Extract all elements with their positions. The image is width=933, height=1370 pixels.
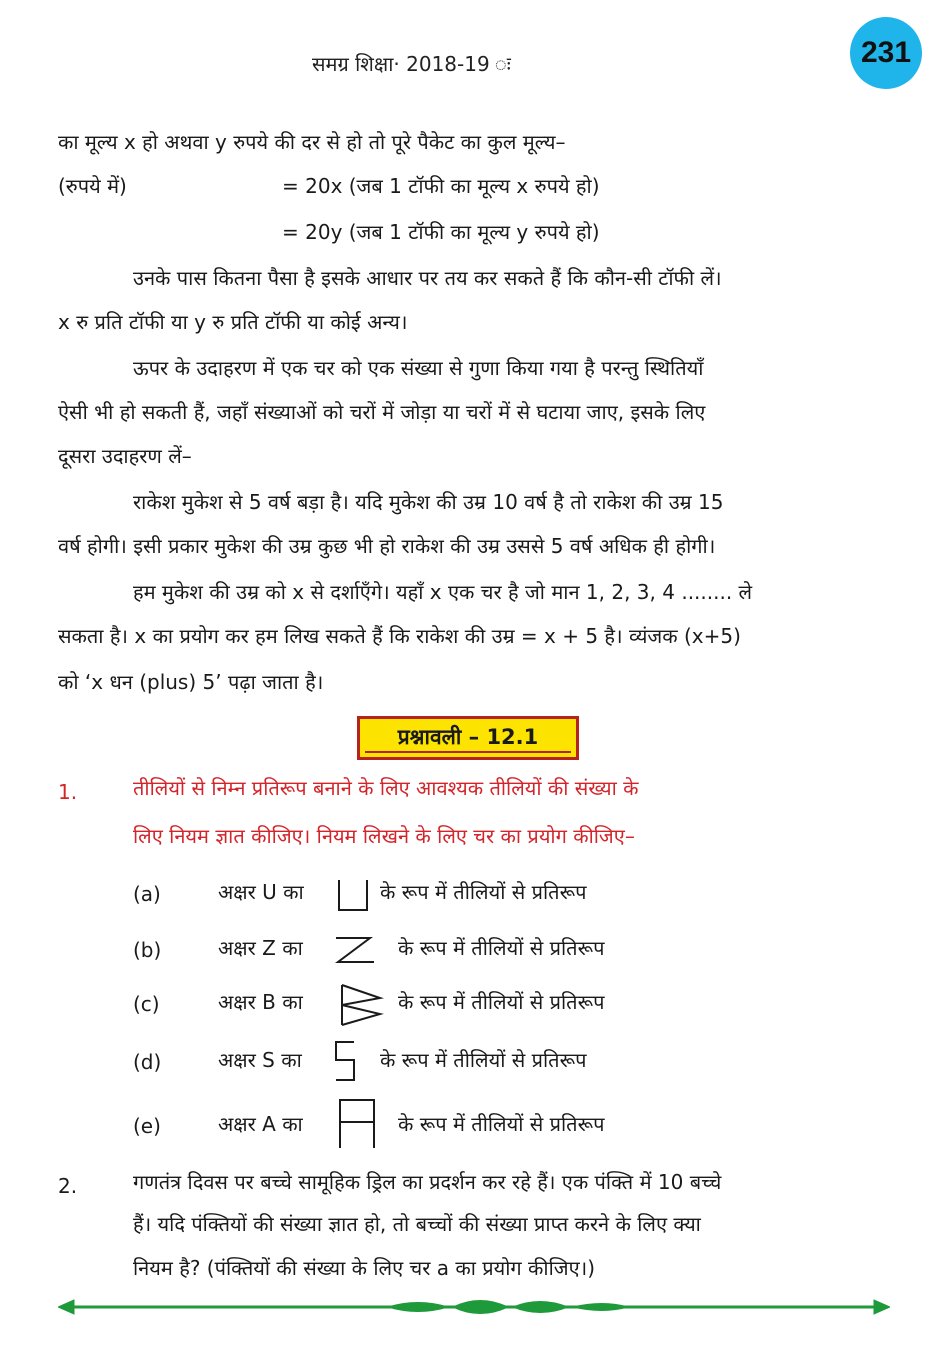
B-shape-icon bbox=[338, 982, 384, 1028]
paragraph-line: सकता है। x का प्रयोग कर हम लिख सकते हैं कि राकेश की उम्र = x + 5 है। व्यंजक (x+5) bbox=[58, 624, 741, 648]
footer-decorative-rule bbox=[58, 1290, 890, 1324]
U-shape-icon bbox=[336, 876, 370, 914]
intro-line-3-expr: = 20y (जब 1 टॉफी का मूल्य y रुपये हो) bbox=[282, 220, 600, 244]
intro-line-1: का मूल्य x हो अथवा y रुपये की दर से हो तो पूरे पैकेट का कुल मूल्य– bbox=[58, 130, 566, 154]
item-b-prefix: अक्षर Z का bbox=[218, 936, 303, 960]
running-title: समग्र शिक्षा· 2018-19 ः bbox=[312, 52, 511, 76]
item-c-prefix: अक्षर B का bbox=[218, 990, 303, 1014]
item-a-suffix: के रूप में तीलियों से प्रतिरूप bbox=[380, 880, 587, 904]
question-2-line-3: नियम है? (पंक्तियों की संख्या के लिए चर a का प्रयोग कीजिए।) bbox=[133, 1256, 596, 1280]
page-number-badge bbox=[850, 17, 922, 89]
item-a-letter: (a) bbox=[133, 882, 161, 906]
Z-shape-icon bbox=[334, 934, 376, 968]
S-shape-icon bbox=[332, 1038, 358, 1086]
paragraph-line: हम मुकेश की उम्र को x से दर्शाएँगे। यहाँ x एक चर है जो मान 1, 2, 3, 4 ........ ले bbox=[133, 580, 753, 604]
item-d-letter: (d) bbox=[133, 1050, 162, 1074]
exercise-heading: प्रश्नावली – 12.1 bbox=[365, 723, 571, 753]
item-c-suffix: के रूप में तीलियों से प्रतिरूप bbox=[398, 990, 605, 1014]
paragraph-line: ऐसी भी हो सकती हैं, जहाँ संख्याओं को चरों में जोड़ा या चरों में से घटाया जाए, इसके लिए bbox=[58, 400, 706, 424]
question-2-number: 2. bbox=[58, 1174, 78, 1198]
question-1-line-1: तीलियों से निम्न प्रतिरूप बनाने के लिए आवश्यक तीलियों की संख्या के bbox=[133, 776, 639, 800]
item-e-letter: (e) bbox=[133, 1114, 161, 1138]
paragraph-line: वर्ष होगी। इसी प्रकार मुकेश की उम्र कुछ भी हो राकेश की उम्र उससे 5 वर्ष अधिक ही होगी। bbox=[58, 534, 716, 558]
item-b-suffix: के रूप में तीलियों से प्रतिरूप bbox=[398, 936, 605, 960]
question-2-line-2: हैं। यदि पंक्तियों की संख्या ज्ञात हो, तो बच्चों की संख्या प्राप्त करने के लिए क्या bbox=[133, 1212, 701, 1236]
item-b-letter: (b) bbox=[133, 938, 162, 962]
paragraph-line: दूसरा उदाहरण लें– bbox=[58, 444, 192, 468]
paragraph-line: उनके पास कितना पैसा है इसके आधार पर तय कर सकते हैं कि कौन-सी टॉफी लें। bbox=[133, 266, 722, 290]
paragraph-line: को ‘x धन (plus) 5’ पढ़ा जाता है। bbox=[58, 670, 324, 694]
intro-line-2-label: (रुपये में) bbox=[58, 174, 127, 198]
paragraph-line: x रु प्रति टॉफी या y रु प्रति टॉफी या कोई अन्य। bbox=[58, 310, 408, 334]
item-d-suffix: के रूप में तीलियों से प्रतिरूप bbox=[380, 1048, 587, 1072]
item-a-prefix: अक्षर U का bbox=[218, 880, 304, 904]
exercise-heading-box bbox=[357, 716, 579, 760]
intro-line-2-expr: = 20x (जब 1 टॉफी का मूल्य x रुपये हो) bbox=[282, 174, 600, 198]
item-e-suffix: के रूप में तीलियों से प्रतिरूप bbox=[398, 1112, 605, 1136]
question-1-number: 1. bbox=[58, 780, 78, 804]
item-d-prefix: अक्षर S का bbox=[218, 1048, 302, 1072]
page-number: 231 bbox=[860, 36, 912, 69]
item-c-letter: (c) bbox=[133, 992, 160, 1016]
question-2-line-1: गणतंत्र दिवस पर बच्चे सामूहिक ड्रिल का प्रदर्शन कर रहे हैं। एक पंक्ति में 10 बच्चे bbox=[133, 1170, 722, 1194]
paragraph-line: राकेश मुकेश से 5 वर्ष बड़ा है। यदि मुकेश की उम्र 10 वर्ष है तो राकेश की उम्र 15 bbox=[133, 490, 724, 514]
paragraph-line: ऊपर के उदाहरण में एक चर को एक संख्या से गुणा किया गया है परन्तु स्थितियाँ bbox=[133, 356, 704, 380]
A-shape-icon bbox=[336, 1096, 378, 1150]
question-1-line-2: लिए नियम ज्ञात कीजिए। नियम लिखने के लिए चर का प्रयोग कीजिए– bbox=[133, 824, 635, 848]
item-e-prefix: अक्षर A का bbox=[218, 1112, 303, 1136]
